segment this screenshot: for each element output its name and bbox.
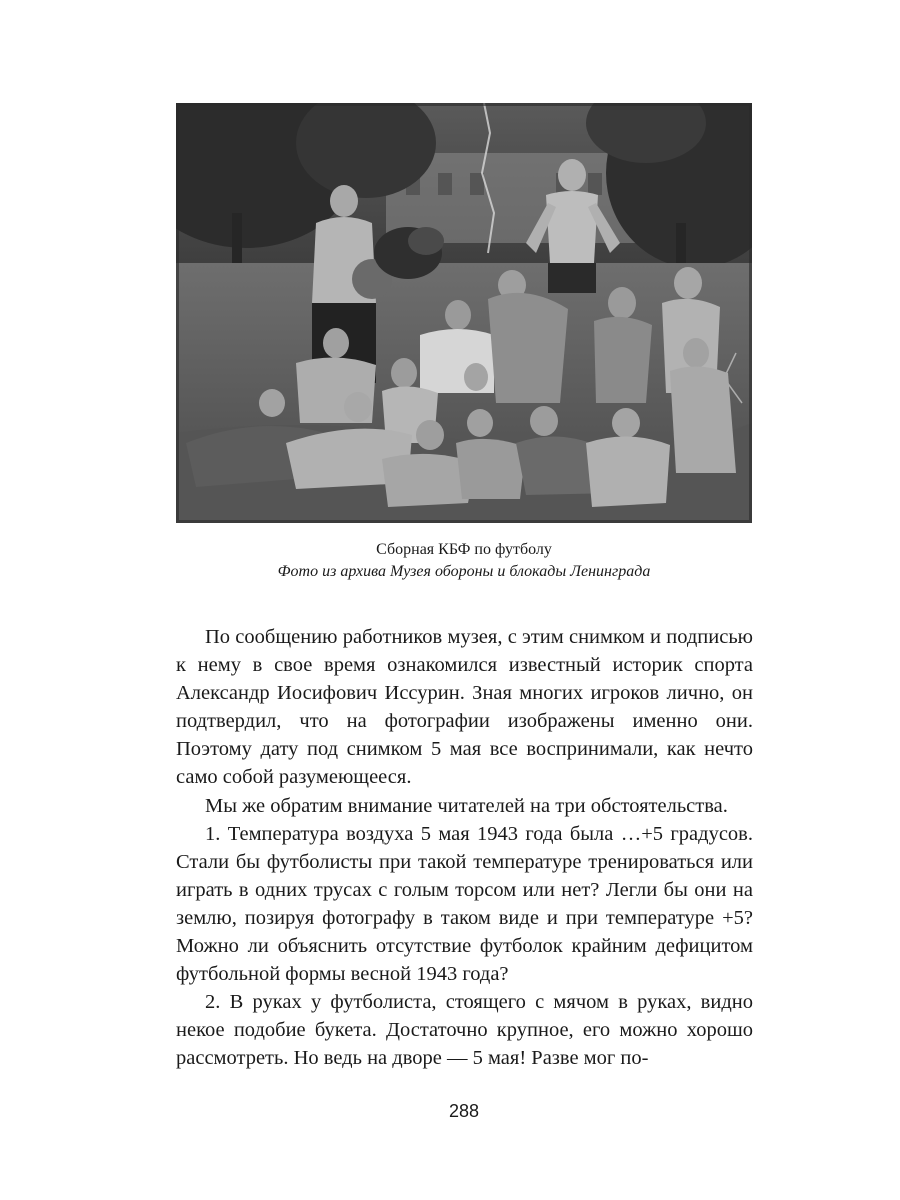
paragraph: 2. В руках у футболиста, стоящего с мячом в руках, видно некое подобие букета. Достаточно крупное, его можно хорошо рассмотреть. Но ведь на дворе — 5 мая! Разве мог по- [176,991,753,1070]
paragraph: По сообщению работников музея, с этим снимком и подписью к нему в свое время ознакомился известный историк спорта Александр Иосифович Иссурин. Зная многих игроков лично, он подтвердил, что на фотографии изображены именно они. Поэтому дату под снимком 5 мая все воспринимали, как нечто само собой разумеющееся. [176,626,753,789]
body-text [176,623,753,1073]
caption-source: Фото из архива Музея обороны и блокады Ленинграда [277,563,651,580]
caption-title: Сборная КБФ по футболу [376,541,552,558]
figure-caption [176,539,752,583]
page-number: 288 [448,1101,480,1121]
paragraph: Мы же обратим внимание читателей на три обстоятельства. [205,794,728,817]
paragraph: 1. Температура воздуха 5 мая 1943 года была …+5 градусов. Стали бы футболисты при такой температуре тренироваться или играть в одних трусах с голым торсом или нет? Легли бы они на землю, позируя фотографу в таком виде и при температуре +5? Можно ли объяснить отсутствие футболок крайним дефицитом футбольной формы весной 1943 года? [176,822,753,986]
archival-team-photo [176,103,752,523]
team-photo-illustration [176,103,752,523]
